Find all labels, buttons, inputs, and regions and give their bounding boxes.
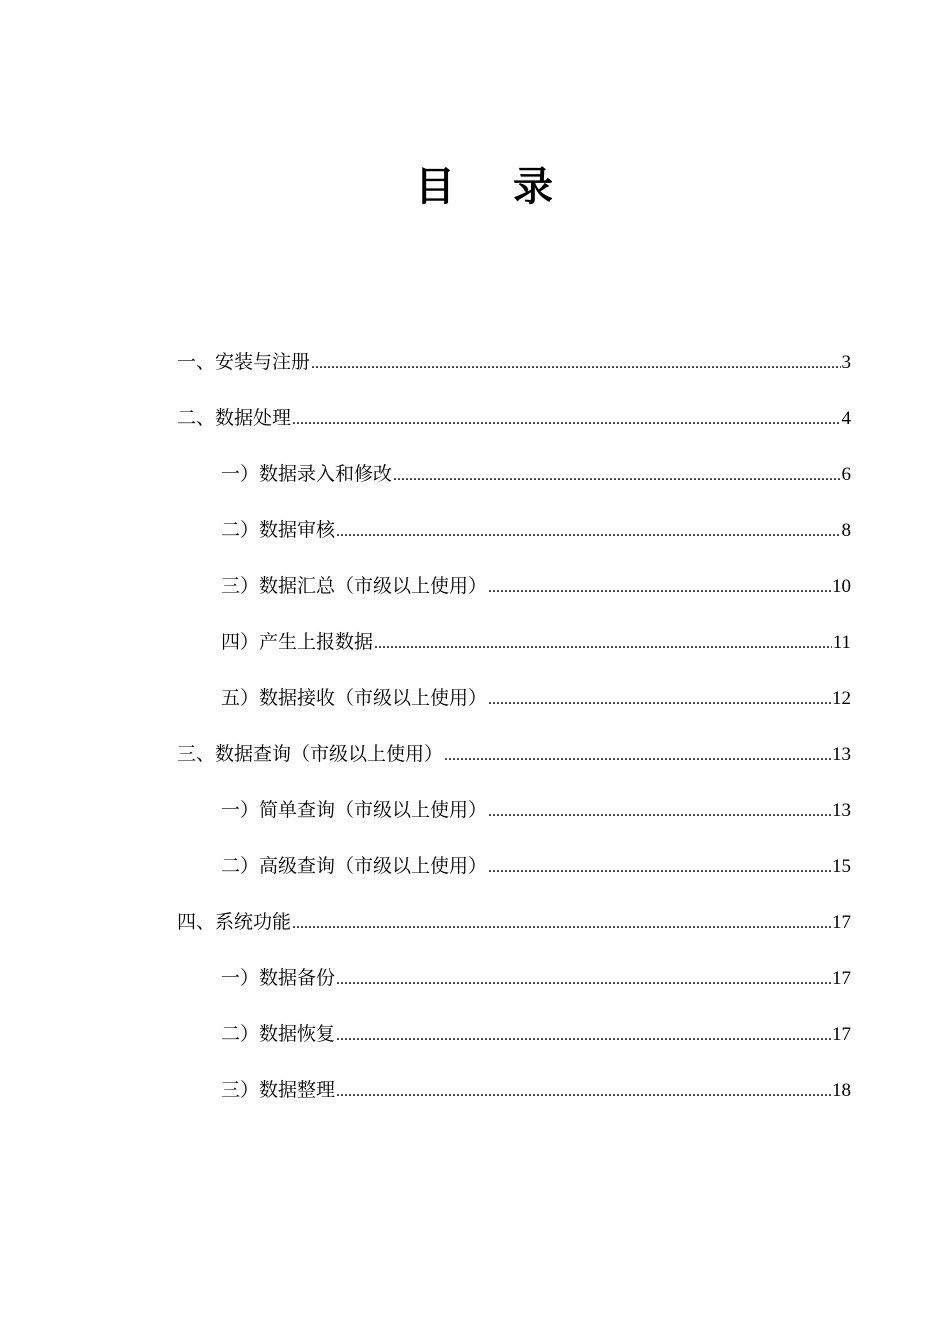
toc-page-number: 10 xyxy=(832,576,851,597)
toc-page-number: 15 xyxy=(832,856,851,877)
toc-subentry[interactable] xyxy=(177,848,851,904)
toc-entry-label: 二、数据处理 xyxy=(177,407,292,429)
toc-dot-leader xyxy=(311,346,840,382)
toc-subentry[interactable] xyxy=(177,792,851,848)
toc-entry-label: 一、安装与注册 xyxy=(177,351,311,373)
toc-entry-label: 三）数据整理 xyxy=(221,1079,336,1101)
toc-dot-leader xyxy=(488,570,831,606)
toc-entry-label: 二）高级查询（市级以上使用） xyxy=(221,855,488,877)
toc-entry[interactable] xyxy=(177,736,851,792)
toc-subentry[interactable] xyxy=(177,568,851,624)
toc-dot-leader xyxy=(336,514,840,550)
toc-title: 目 录 xyxy=(415,163,575,210)
toc-entry[interactable] xyxy=(177,904,851,960)
toc-page-number: 12 xyxy=(832,688,851,709)
toc-entry-label: 一）数据备份 xyxy=(221,967,336,989)
toc-page-number: 3 xyxy=(841,352,851,373)
toc-page-number: 6 xyxy=(841,464,851,485)
toc-page-number: 17 xyxy=(832,1024,851,1045)
toc-entry-label: 四、系统功能 xyxy=(177,911,292,933)
toc-subentry[interactable] xyxy=(177,456,851,512)
toc-entry[interactable] xyxy=(177,344,851,400)
toc-dot-leader xyxy=(444,738,831,774)
toc-entry-label: 一）简单查询（市级以上使用） xyxy=(221,799,488,821)
toc-subentry[interactable] xyxy=(177,1072,851,1128)
toc-dot-leader xyxy=(488,850,831,886)
toc-list xyxy=(177,344,851,1128)
toc-entry-label: 三、数据查询（市级以上使用） xyxy=(177,743,444,765)
toc-entry-label: 二）数据恢复 xyxy=(221,1023,336,1045)
toc-subentry[interactable] xyxy=(177,624,851,680)
toc-dot-leader xyxy=(374,626,832,662)
toc-dot-leader xyxy=(336,1074,831,1110)
toc-entry-label: 三）数据汇总（市级以上使用） xyxy=(221,575,488,597)
toc-page-number: 13 xyxy=(832,800,851,821)
toc-entry-label: 四）产生上报数据 xyxy=(221,631,374,653)
toc-subentry[interactable] xyxy=(177,1016,851,1072)
toc-dot-leader xyxy=(292,906,831,942)
toc-entry[interactable] xyxy=(177,400,851,456)
toc-page-number: 4 xyxy=(841,408,851,429)
toc-dot-leader xyxy=(393,458,840,494)
toc-entry-label: 五）数据接收（市级以上使用） xyxy=(221,687,488,709)
toc-page-number: 13 xyxy=(832,744,851,765)
toc-page-number: 18 xyxy=(832,1080,851,1101)
toc-page-number: 17 xyxy=(832,968,851,989)
toc-page-number: 11 xyxy=(832,632,851,653)
toc-subentry[interactable] xyxy=(177,512,851,568)
toc-dot-leader xyxy=(488,794,831,830)
toc-entry-label: 一）数据录入和修改 xyxy=(221,463,393,485)
toc-subentry[interactable] xyxy=(177,960,851,1016)
toc-page-number: 17 xyxy=(832,912,851,933)
toc-dot-leader xyxy=(292,402,840,438)
toc-page-number: 8 xyxy=(841,520,851,541)
toc-entry-label: 二）数据审核 xyxy=(221,519,336,541)
toc-dot-leader xyxy=(336,1018,831,1054)
toc-dot-leader xyxy=(336,962,831,998)
toc-dot-leader xyxy=(488,682,831,718)
toc-subentry[interactable] xyxy=(177,680,851,736)
